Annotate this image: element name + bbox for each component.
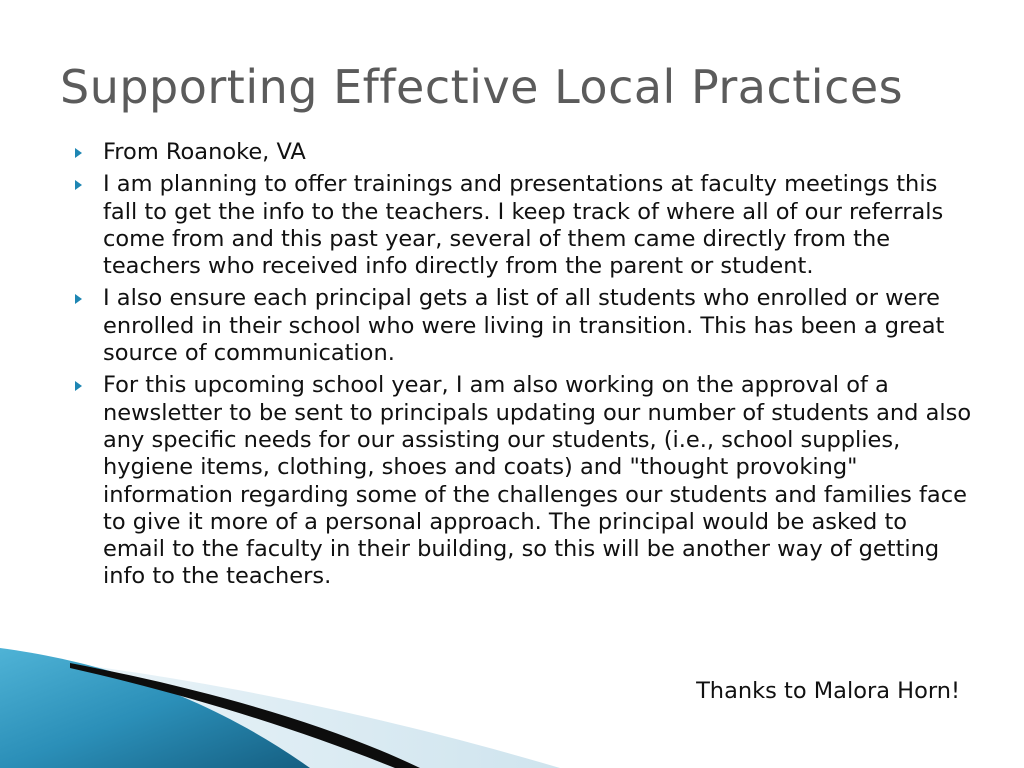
bullet-text: I also ensure each principal gets a list of all students who enrolled or were enrolled in their school who were living in transition. This has been a great source of communication. (103, 285, 945, 367)
triangle-right-bullet-icon (75, 381, 82, 391)
bullet-text: For this upcoming school year, I am also working on the approval of a newsletter to be sent to principals updating our number of students and also any specific needs for our assisting our students, (i.e., school supplies, hygiene items, clothing, shoes and coats) and "thought provoking" information regarding some of the challenges our students and families face to give it more of a personal approach. The principal would be asked to email to the faculty in their building, so this will be another way of getting info to the teachers. (103, 372, 972, 590)
triangle-right-bullet-icon (75, 148, 82, 158)
wave-light-band (0, 655, 560, 768)
wave-blue-band (0, 648, 310, 768)
bullet-item-location (72, 139, 972, 166)
bullet-text: From Roanoke, VA (103, 139, 306, 165)
bullet-item-newsletter (72, 372, 972, 590)
triangle-right-bullet-icon (75, 294, 82, 304)
bullet-list (72, 139, 972, 596)
bullet-text: I am planning to offer trainings and presentations at faculty meetings this fall to get the info to the teachers. I keep track of where all of our referrals come from and this past year, several of them came directly from the teachers who received info directly from the parent or student. (103, 171, 944, 280)
slide-title: Supporting Effective Local Practices (60, 60, 904, 114)
acknowledgement-text: Thanks to Malora Horn! (696, 678, 960, 704)
bullet-item-principal-list (72, 285, 972, 367)
triangle-right-bullet-icon (75, 180, 82, 190)
wave-dark-stroke (70, 663, 420, 768)
bullet-item-trainings (72, 171, 972, 280)
